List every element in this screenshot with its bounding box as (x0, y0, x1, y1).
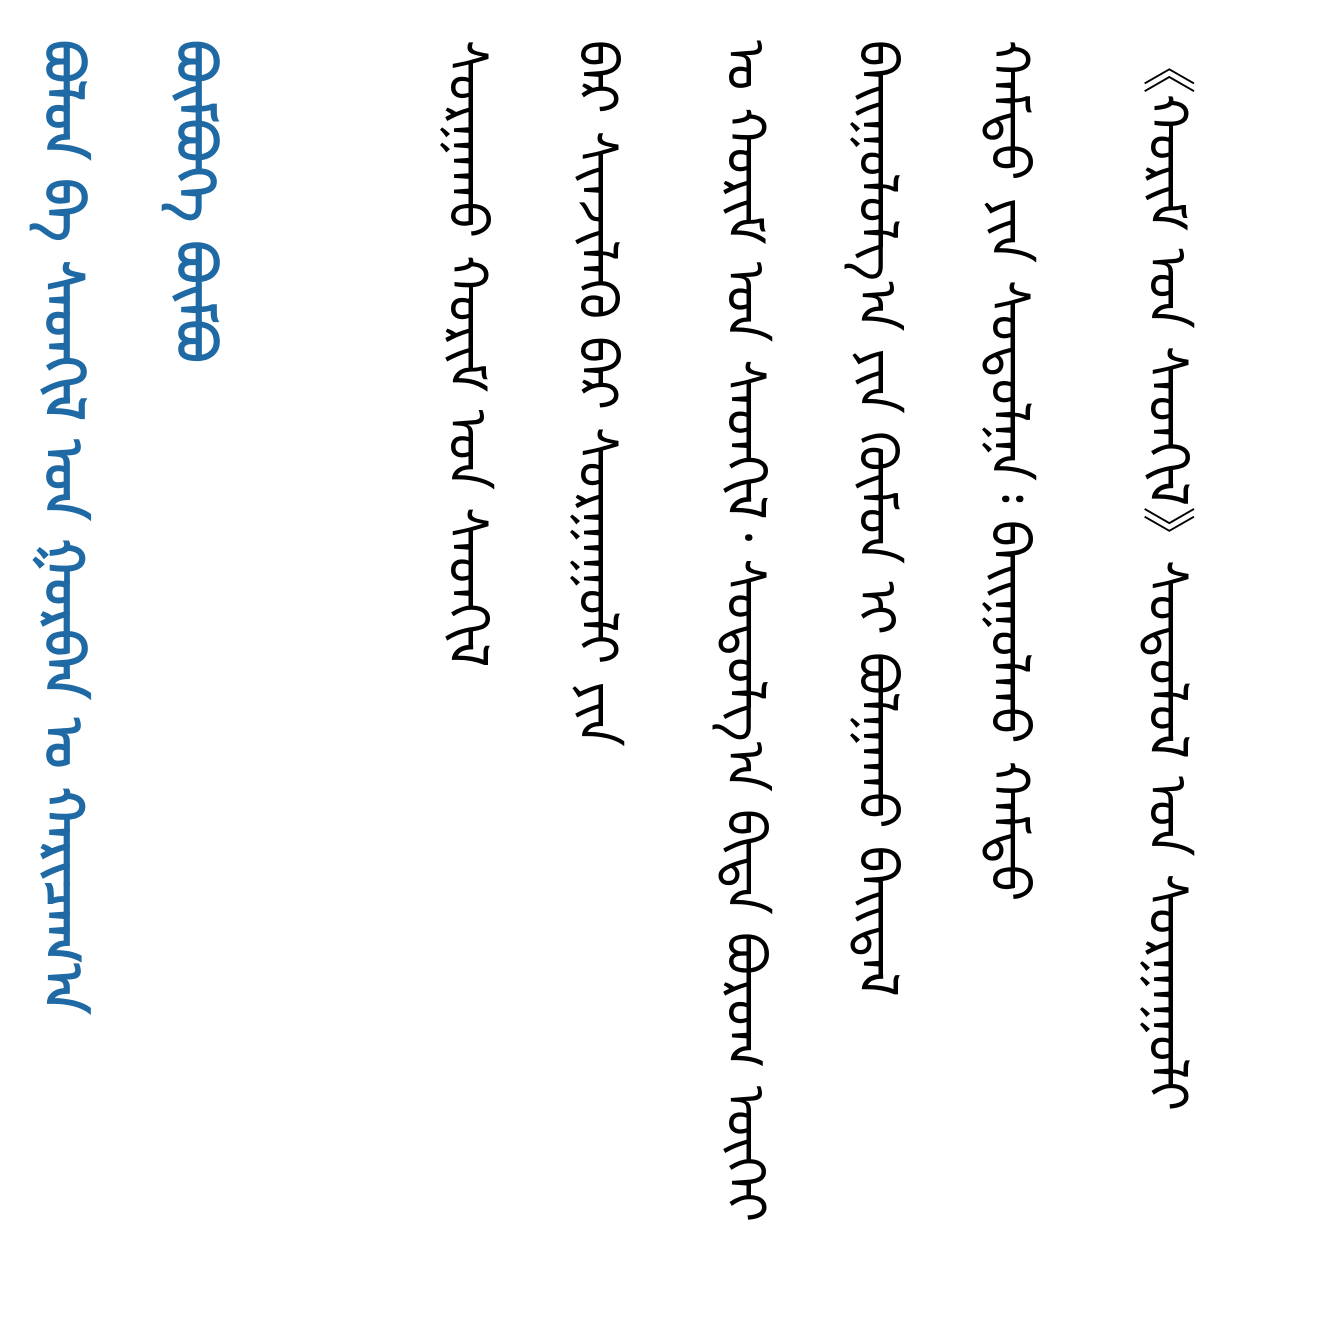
body-line-5: ᠪᠠᠷ ᠰᠢᠨᠵᠢᠯᠡᠬᠦ ᠪᠡᠷ ᠰᠤᠷᠭᠠᠭᠤᠯᠢ ᠶᠢᠨ (566, 40, 629, 747)
body-line-1: 《ᠬᠤᠷᠢᠮ ᠤᠨ ᠰᠡᠳᠬᠢᠯ》ᠰᠤᠳᠤᠯᠤᠯ ᠤᠨ ᠰᠤᠷᠭᠠᠭᠤᠯᠢ (1136, 40, 1199, 1112)
title-line-2: ᠪᠥᠮᠪᠥᠭᠡ ᠪᠥᠮᠪᠥ (164, 40, 227, 363)
body-line-2: ᠬᠠᠮᠲᠤ ᠶᠢᠨ ᠰᠤᠳᠤᠯᠭᠠ᠄ ᠪᠠᠢᠭᠤᠯᠬᠤ ᠬᠠᠮᠲᠤ (978, 40, 1041, 902)
body-line-3: ᠪᠠᠢᠭᠤᠯᠤᠯᠭ᠎ᠠ ᠶᠢᠨ ᠬᠥᠮᠦᠨ ᠢ ᠪᠤᠯᠭᠠᠬᠤ ᠪᠠᠢᠳᠠᠯ (846, 40, 909, 997)
title-line-1: ᠪᠣᠯᠣᠨ ᠪᠡ ᠰᠡᠳᠬᠢᠯ ᠤᠨ ᠭᠤᠷᠪᠠᠨ ᠤ ᠬᠠᠷᠢᠴᠠᠭ᠎ᠠ (32, 40, 95, 1014)
body-line-4: ᠤ ᠬᠤᠷᠢᠮ ᠤᠨ ᠰᠡᠳᠬᠢᠯ᠂ ᠰᠤᠳᠤᠯᠭ᠎ᠠ ᠪᠢᠳᠡ ᠪᠤᠷᠤᠭ ᠦᠬᠡᠢ (714, 40, 777, 1223)
body-line-6: ᠰᠤᠷᠭᠠᠬᠤ ᠬᠤᠷᠢᠮ ᠤᠨ ᠰᠡᠳᠬᠢᠯ (436, 40, 499, 668)
